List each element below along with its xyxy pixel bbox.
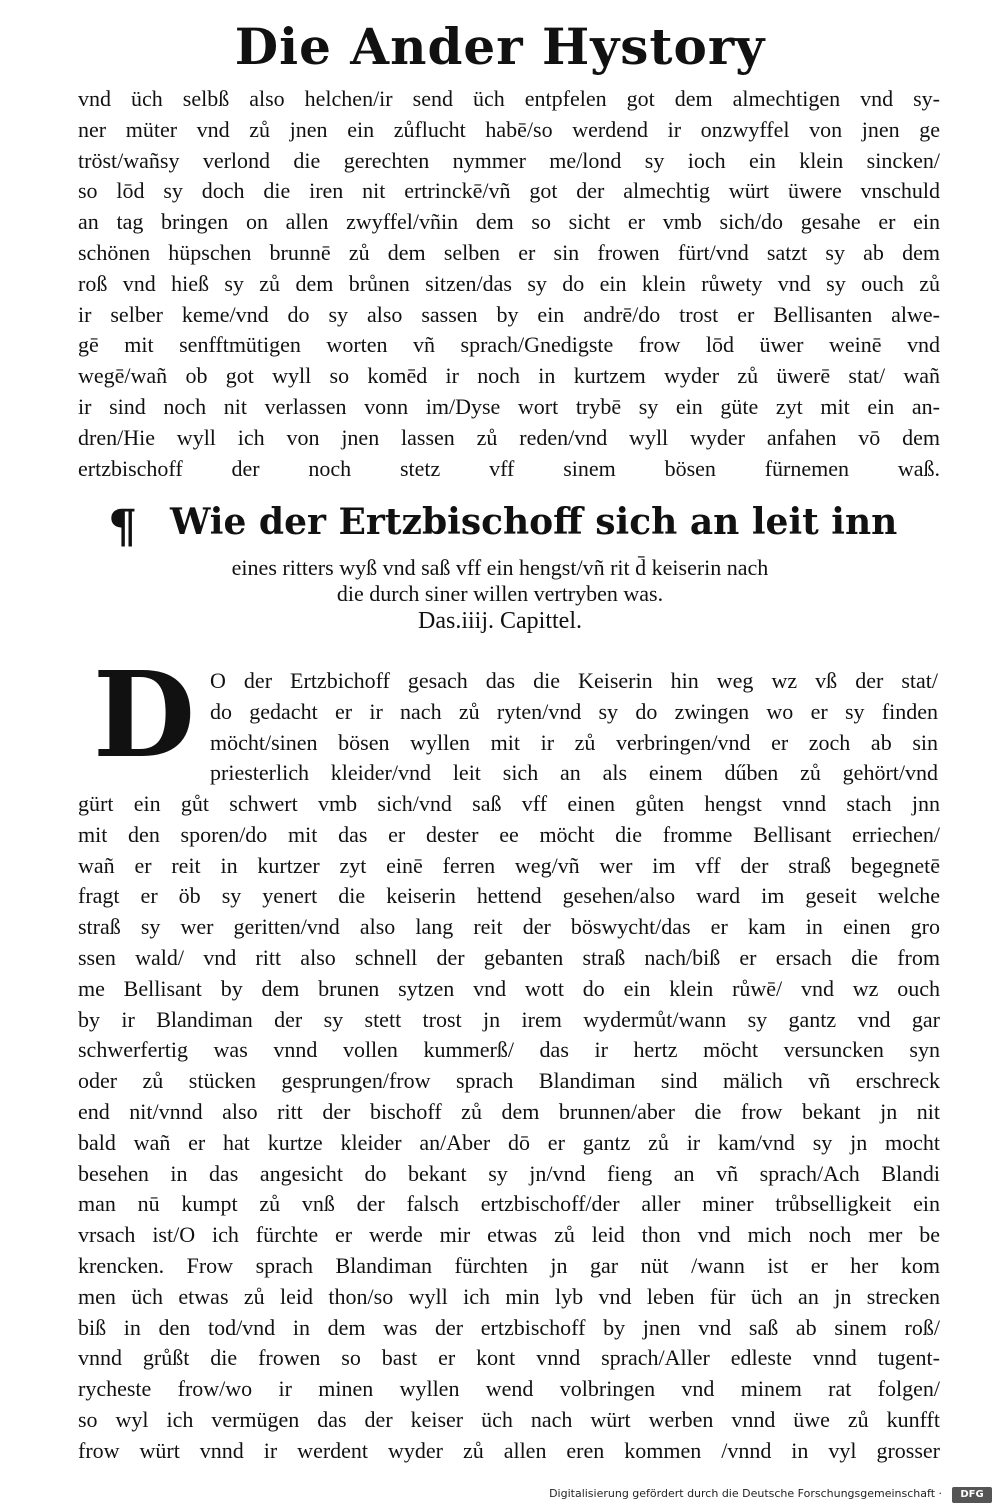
text-line: mit den sporen/do mit das er dester ee möcht die fromme Bellisant erriechen/ [78, 821, 940, 847]
text-line: O der Ertzbichoff gesach das die Keiserin hin weg wz vß der stat/ [210, 668, 938, 693]
text-line: schönen hüpschen brunnē zů dem selben er sin frowen fürt/vnd satzt sy ab dem [78, 239, 940, 265]
text-line: besehen in das angesicht do bekant sy jn/vnd fieng an vñ sprach/Ach Blandi [78, 1160, 940, 1186]
text-line: vnnd grůßt die frowen so bast er kont vnnd sprach/Aller edleste vnnd tugent- [78, 1345, 940, 1371]
dfg-logo: DFG [952, 1487, 992, 1503]
decorated-initial: D [92, 660, 196, 770]
chapter-title: Wie der Ertzbischoff sich an leit inn [170, 501, 898, 543]
text-line: priesterlich kleider/vnd leit sich an als einem dűben zů gehört/vnd [210, 760, 938, 786]
text-line: straß sy wer geritten/vnd also lang reit der böswycht/das er kam in einen gro [78, 914, 940, 940]
running-head: Die Ander Hystory [234, 17, 766, 76]
text-line: dren/Hie wyll ich von jnen lassen zů reden/vnd wyll wyder anfahen vō dem [78, 424, 940, 450]
text-line: roß vnd hieß sy zů dem brůnen sitzen/das sy do ein klein růwety vnd sy ouch zů [78, 270, 940, 296]
text-line: men üch etwas zů leid thon/so wyll ich min lyb vnd leben für üch an jn strecken [78, 1283, 940, 1309]
text-line: tröst/wañsy verlond die gerechten nymmer me/lond sy ioch ein klein sincken/ [78, 147, 940, 173]
text-line: fragt er öb sy yenert die keiserin hettend gesehen/also ward im geseit welche [78, 883, 940, 909]
text-line: möcht/sinen bösen wyllen mit ir zů verbringen/vnd er zoch ab sin [210, 729, 938, 755]
text-line: end nit/vnnd also ritt der bischoff zů dem brunnen/aber die frow bekant jn nit [78, 1098, 940, 1124]
digitization-credit: Digitalisierung gefördert durch die Deutsche Forschungsgemeinschaft · [549, 1487, 942, 1500]
chapter-number: Das.iiij. Capittel. [418, 608, 582, 634]
text-line: ner müter vnd zů jnen ein zůflucht habē/so werdend ir onzwyffel von jnen ge [78, 116, 940, 142]
text-line: oder zů stücken gesprungen/frow sprach Blandiman sind mälich vñ erschreck [78, 1068, 940, 1094]
text-line: me Bellisant by dem brunen sytzen vnd wott do ein klein růwē/ vnd wz ouch [78, 975, 940, 1001]
chapter-subtitle-line-1: eines ritters wyß vnd saß vff ein hengst/vñ rit d̄ keiserin nach [231, 555, 769, 580]
paragraph-2 [78, 789, 940, 1467]
text-line: ertzbischoff der noch stetz vff sinem bösen fürnemen waß. [78, 455, 940, 481]
paragraph-1 [78, 84, 940, 484]
paragraph-2-beside-initial [210, 666, 938, 789]
text-line: so lōd sy doch die iren nit ertrinckē/vñ got der almechtig würt üwere vnschuld [78, 178, 940, 204]
text-line: ir sind noch nit verlassen vonn im/Dyse wort trybē sy ein güte zyt mit ein an- [78, 393, 940, 419]
text-line: wañ er reit in kurtzer zyt einē ferren weg/vñ wer im vff der straß begegnetē [78, 852, 940, 878]
chapter-subtitle-line-2: die durch siner willen vertryben was. [336, 581, 664, 606]
text-line: frow würt vnnd ir werdent wyder zů allen eren kommen /vnnd in vyl grosser [78, 1437, 940, 1463]
text-line: ir selber keme/vnd do sy also sassen by ein andrē/do trost er Bellisanten alwe- [78, 301, 940, 327]
text-line: biß in den tod/vnd in dem was der ertzbischoff by jnen vnd saß ab sinem roß/ [78, 1314, 940, 1340]
text-line: krencken. Frow sprach Blandiman fürchten jn gar nüt /wann ist er her kom [78, 1252, 940, 1278]
text-line: rycheste frow/wo ir minen wyllen wend volbringen vnd minem rat folgen/ [78, 1376, 940, 1402]
text-line: so wyl ich vermügen das der keiser üch nach würt werben vnnd üwe zů kunfft [78, 1406, 940, 1432]
text-line: schwerfertig was vnnd vollen kummerß/ das ir hertz möcht versuncken syn [78, 1037, 940, 1063]
text-line: vnd üch selbß also helchen/ir send üch entpfelen got dem almechtigen vnd sy- [78, 86, 940, 111]
pilcrow-mark: ¶ [108, 499, 138, 553]
text-line: vrsach ist/O ich fürchte er werde mir etwas zů leid thon vnd mich noch mer be [78, 1222, 940, 1248]
text-line: do gedacht er ir nach zů ryten/vnd sy do zwingen wo er sy finden [210, 698, 938, 724]
text-line: gürt ein gůt schwert vmb sich/vnd saß vff einen gůten hengst vnnd stach jnn [78, 791, 940, 816]
text-line: wegē/wañ ob got wyll so komēd ir noch in kurtzem wyder zů üwerē stat/ wañ [78, 363, 940, 389]
text-line: man nū kumpt zů vnß der falsch ertzbischoff/der aller miner trůbselligkeit ein [78, 1191, 940, 1217]
text-line: ssen wald/ vnd ritt also schnell der gebanten straß nach/biß er ersach die from [78, 944, 940, 970]
text-line: gē mit senfftmütigen worten vñ sprach/Gnedigste frow lōd üwer weinē vnd [78, 332, 940, 358]
text-line: an tag bringen on allen zwyffel/vñin dem so sicht er vmb sich/do gesahe er ein [78, 209, 940, 235]
text-line: by ir Blandiman der sy stett trost jn irem wydermůt/wann sy gantz vnd gar [78, 1006, 940, 1032]
text-line: bald wañ er hat kurtze kleider an/Aber dō er gantz zů ir kam/vnd sy jn mocht [78, 1129, 940, 1155]
